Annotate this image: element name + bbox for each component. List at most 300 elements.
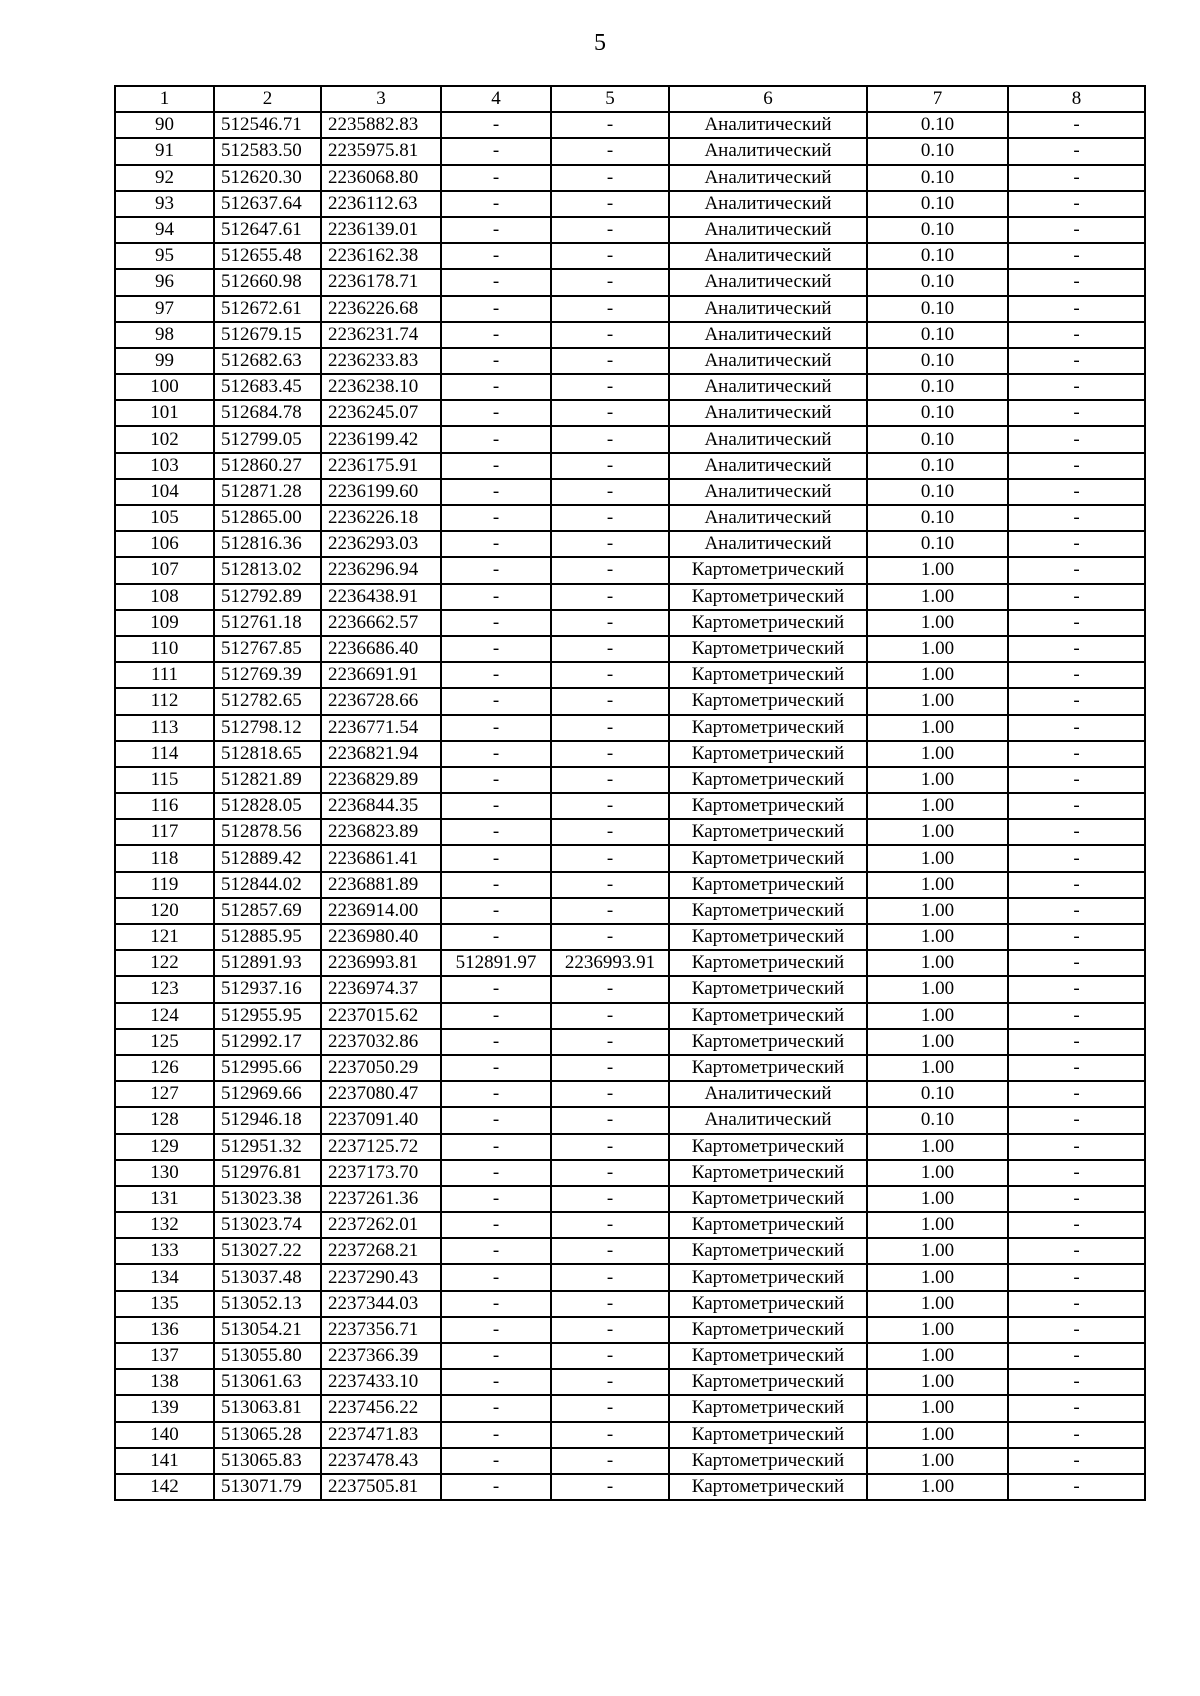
x-coordinate-cell: 513054.21	[214, 1317, 321, 1343]
description-cell: -	[1008, 1134, 1145, 1160]
x-coordinate-cell: 512937.16	[214, 976, 321, 1002]
column-header: 2	[214, 86, 321, 112]
point-number-cell: 97	[115, 296, 214, 322]
accuracy-cell: 0.10	[867, 374, 1008, 400]
method-cell: Картометрический	[669, 557, 867, 583]
y-coordinate-cell: 2237080.47	[321, 1081, 441, 1107]
table-row	[115, 453, 1145, 479]
point-number-cell: 107	[115, 557, 214, 583]
point-number-cell: 105	[115, 505, 214, 531]
accuracy-cell: 1.00	[867, 1160, 1008, 1186]
y-coordinate-alt-cell: -	[551, 610, 669, 636]
y-coordinate-alt-cell: -	[551, 1369, 669, 1395]
x-coordinate-alt-cell: -	[441, 584, 551, 610]
table-row	[115, 1343, 1145, 1369]
description-cell: -	[1008, 165, 1145, 191]
y-coordinate-alt-cell: -	[551, 138, 669, 164]
y-coordinate-cell: 2236861.41	[321, 845, 441, 871]
point-number-cell: 110	[115, 636, 214, 662]
x-coordinate-cell: 512951.32	[214, 1134, 321, 1160]
point-number-cell: 136	[115, 1317, 214, 1343]
point-number-cell: 119	[115, 872, 214, 898]
x-coordinate-cell: 512857.69	[214, 898, 321, 924]
x-coordinate-cell: 512679.15	[214, 322, 321, 348]
y-coordinate-cell: 2236233.83	[321, 348, 441, 374]
description-cell: -	[1008, 1238, 1145, 1264]
x-coordinate-cell: 512818.65	[214, 741, 321, 767]
method-cell: Картометрический	[669, 610, 867, 636]
table-row	[115, 217, 1145, 243]
accuracy-cell: 1.00	[867, 1317, 1008, 1343]
description-cell: -	[1008, 479, 1145, 505]
y-coordinate-cell: 2236293.03	[321, 531, 441, 557]
accuracy-cell: 0.10	[867, 191, 1008, 217]
y-coordinate-alt-cell: -	[551, 1055, 669, 1081]
description-cell: -	[1008, 610, 1145, 636]
point-number-cell: 138	[115, 1369, 214, 1395]
method-cell: Картометрический	[669, 715, 867, 741]
x-coordinate-cell: 512546.71	[214, 112, 321, 138]
description-cell: -	[1008, 662, 1145, 688]
method-cell: Аналитический	[669, 322, 867, 348]
point-number-cell: 111	[115, 662, 214, 688]
accuracy-cell: 0.10	[867, 138, 1008, 164]
y-coordinate-cell: 2237366.39	[321, 1343, 441, 1369]
accuracy-cell: 0.10	[867, 400, 1008, 426]
y-coordinate-cell: 2236771.54	[321, 715, 441, 741]
x-coordinate-alt-cell: -	[441, 1264, 551, 1290]
description-cell: -	[1008, 636, 1145, 662]
y-coordinate-cell: 2236974.37	[321, 976, 441, 1002]
accuracy-cell: 0.10	[867, 505, 1008, 531]
point-number-cell: 118	[115, 845, 214, 871]
description-cell: -	[1008, 1317, 1145, 1343]
y-coordinate-alt-cell: -	[551, 1317, 669, 1343]
method-cell: Аналитический	[669, 243, 867, 269]
point-number-cell: 108	[115, 584, 214, 610]
description-cell: -	[1008, 767, 1145, 793]
description-cell: -	[1008, 1212, 1145, 1238]
point-number-cell: 130	[115, 1160, 214, 1186]
accuracy-cell: 1.00	[867, 845, 1008, 871]
method-cell: Картометрический	[669, 1264, 867, 1290]
y-coordinate-alt-cell: -	[551, 898, 669, 924]
description-cell: -	[1008, 296, 1145, 322]
x-coordinate-cell: 512769.39	[214, 662, 321, 688]
x-coordinate-alt-cell: -	[441, 165, 551, 191]
point-number-cell: 134	[115, 1264, 214, 1290]
y-coordinate-alt-cell: -	[551, 557, 669, 583]
y-coordinate-cell: 2236231.74	[321, 322, 441, 348]
description-cell: -	[1008, 1369, 1145, 1395]
y-coordinate-alt-cell: -	[551, 1081, 669, 1107]
accuracy-cell: 0.10	[867, 112, 1008, 138]
point-number-cell: 101	[115, 400, 214, 426]
x-coordinate-cell: 512761.18	[214, 610, 321, 636]
point-number-cell: 129	[115, 1134, 214, 1160]
accuracy-cell: 1.00	[867, 1238, 1008, 1264]
y-coordinate-cell: 2237478.43	[321, 1448, 441, 1474]
point-number-cell: 90	[115, 112, 214, 138]
point-number-cell: 103	[115, 453, 214, 479]
point-number-cell: 131	[115, 1186, 214, 1212]
y-coordinate-cell: 2236175.91	[321, 453, 441, 479]
y-coordinate-alt-cell: -	[551, 453, 669, 479]
method-cell: Картометрический	[669, 1003, 867, 1029]
x-coordinate-alt-cell: -	[441, 453, 551, 479]
y-coordinate-alt-cell: -	[551, 1029, 669, 1055]
y-coordinate-alt-cell: -	[551, 819, 669, 845]
y-coordinate-alt-cell: -	[551, 1003, 669, 1029]
y-coordinate-cell: 2236914.00	[321, 898, 441, 924]
x-coordinate-cell: 513071.79	[214, 1474, 321, 1500]
method-cell: Картометрический	[669, 1029, 867, 1055]
table-row	[115, 1369, 1145, 1395]
y-coordinate-alt-cell: -	[551, 872, 669, 898]
description-cell: -	[1008, 924, 1145, 950]
y-coordinate-alt-cell: -	[551, 191, 669, 217]
point-number-cell: 128	[115, 1107, 214, 1133]
point-number-cell: 91	[115, 138, 214, 164]
y-coordinate-alt-cell: -	[551, 112, 669, 138]
accuracy-cell: 1.00	[867, 819, 1008, 845]
method-cell: Аналитический	[669, 191, 867, 217]
point-number-cell: 132	[115, 1212, 214, 1238]
point-number-cell: 126	[115, 1055, 214, 1081]
y-coordinate-alt-cell: -	[551, 1395, 669, 1421]
x-coordinate-alt-cell: -	[441, 557, 551, 583]
y-coordinate-alt-cell: -	[551, 296, 669, 322]
x-coordinate-alt-cell: -	[441, 845, 551, 871]
method-cell: Аналитический	[669, 165, 867, 191]
description-cell: -	[1008, 741, 1145, 767]
x-coordinate-cell: 512969.66	[214, 1081, 321, 1107]
accuracy-cell: 1.00	[867, 557, 1008, 583]
method-cell: Картометрический	[669, 1134, 867, 1160]
point-number-cell: 137	[115, 1343, 214, 1369]
table-row	[115, 1448, 1145, 1474]
accuracy-cell: 1.00	[867, 898, 1008, 924]
y-coordinate-alt-cell: -	[551, 217, 669, 243]
y-coordinate-cell: 2236728.66	[321, 688, 441, 714]
method-cell: Картометрический	[669, 688, 867, 714]
x-coordinate-cell: 513065.83	[214, 1448, 321, 1474]
y-coordinate-alt-cell: -	[551, 1474, 669, 1500]
description-cell: -	[1008, 1186, 1145, 1212]
table-row	[115, 1474, 1145, 1500]
accuracy-cell: 1.00	[867, 1029, 1008, 1055]
column-header: 6	[669, 86, 867, 112]
accuracy-cell: 1.00	[867, 793, 1008, 819]
x-coordinate-alt-cell: -	[441, 1369, 551, 1395]
description-cell: -	[1008, 1422, 1145, 1448]
x-coordinate-cell: 513063.81	[214, 1395, 321, 1421]
accuracy-cell: 1.00	[867, 1186, 1008, 1212]
method-cell: Аналитический	[669, 138, 867, 164]
x-coordinate-alt-cell: 512891.97	[441, 950, 551, 976]
table-row	[115, 374, 1145, 400]
accuracy-cell: 1.00	[867, 1291, 1008, 1317]
x-coordinate-alt-cell: -	[441, 426, 551, 452]
accuracy-cell: 1.00	[867, 1264, 1008, 1290]
table-row	[115, 1055, 1145, 1081]
x-coordinate-alt-cell: -	[441, 1448, 551, 1474]
y-coordinate-cell: 2236162.38	[321, 243, 441, 269]
y-coordinate-alt-cell: -	[551, 741, 669, 767]
accuracy-cell: 0.10	[867, 269, 1008, 295]
x-coordinate-cell: 513027.22	[214, 1238, 321, 1264]
point-number-cell: 104	[115, 479, 214, 505]
y-coordinate-alt-cell: -	[551, 243, 669, 269]
point-number-cell: 98	[115, 322, 214, 348]
y-coordinate-alt-cell: -	[551, 1448, 669, 1474]
x-coordinate-cell: 512682.63	[214, 348, 321, 374]
x-coordinate-cell: 512813.02	[214, 557, 321, 583]
x-coordinate-cell: 512828.05	[214, 793, 321, 819]
x-coordinate-cell: 512655.48	[214, 243, 321, 269]
x-coordinate-alt-cell: -	[441, 505, 551, 531]
column-header: 7	[867, 86, 1008, 112]
point-number-cell: 106	[115, 531, 214, 557]
accuracy-cell: 0.10	[867, 296, 1008, 322]
table-row	[115, 165, 1145, 191]
x-coordinate-alt-cell: -	[441, 1212, 551, 1238]
y-coordinate-alt-cell: -	[551, 662, 669, 688]
x-coordinate-alt-cell: -	[441, 217, 551, 243]
description-cell: -	[1008, 400, 1145, 426]
description-cell: -	[1008, 1003, 1145, 1029]
point-number-cell: 127	[115, 1081, 214, 1107]
y-coordinate-cell: 2236844.35	[321, 793, 441, 819]
accuracy-cell: 0.10	[867, 322, 1008, 348]
method-cell: Аналитический	[669, 112, 867, 138]
accuracy-cell: 1.00	[867, 950, 1008, 976]
table-row	[115, 269, 1145, 295]
y-coordinate-alt-cell: -	[551, 767, 669, 793]
point-number-cell: 100	[115, 374, 214, 400]
method-cell: Картометрический	[669, 741, 867, 767]
x-coordinate-cell: 512878.56	[214, 819, 321, 845]
point-number-cell: 95	[115, 243, 214, 269]
x-coordinate-cell: 513061.63	[214, 1369, 321, 1395]
y-coordinate-alt-cell: -	[551, 1186, 669, 1212]
method-cell: Аналитический	[669, 479, 867, 505]
method-cell: Картометрический	[669, 1055, 867, 1081]
table-row	[115, 1317, 1145, 1343]
table-row	[115, 191, 1145, 217]
y-coordinate-cell: 2235882.83	[321, 112, 441, 138]
description-cell: -	[1008, 1160, 1145, 1186]
method-cell: Картометрический	[669, 1395, 867, 1421]
method-cell: Картометрический	[669, 1343, 867, 1369]
y-coordinate-cell: 2236686.40	[321, 636, 441, 662]
x-coordinate-alt-cell: -	[441, 1107, 551, 1133]
method-cell: Картометрический	[669, 872, 867, 898]
y-coordinate-alt-cell: -	[551, 1291, 669, 1317]
description-cell: -	[1008, 269, 1145, 295]
method-cell: Аналитический	[669, 400, 867, 426]
table-row	[115, 296, 1145, 322]
accuracy-cell: 1.00	[867, 715, 1008, 741]
y-coordinate-alt-cell: -	[551, 845, 669, 871]
column-header: 3	[321, 86, 441, 112]
x-coordinate-alt-cell: -	[441, 479, 551, 505]
y-coordinate-cell: 2236662.57	[321, 610, 441, 636]
table-row	[115, 584, 1145, 610]
table-row	[115, 1029, 1145, 1055]
accuracy-cell: 1.00	[867, 741, 1008, 767]
point-number-cell: 139	[115, 1395, 214, 1421]
x-coordinate-cell: 512821.89	[214, 767, 321, 793]
y-coordinate-cell: 2236993.81	[321, 950, 441, 976]
table-row	[115, 1264, 1145, 1290]
y-coordinate-cell: 2236296.94	[321, 557, 441, 583]
x-coordinate-alt-cell: -	[441, 636, 551, 662]
x-coordinate-alt-cell: -	[441, 348, 551, 374]
y-coordinate-cell: 2236112.63	[321, 191, 441, 217]
point-number-cell: 135	[115, 1291, 214, 1317]
y-coordinate-cell: 2237032.86	[321, 1029, 441, 1055]
y-coordinate-cell: 2236821.94	[321, 741, 441, 767]
table-row	[115, 845, 1145, 871]
y-coordinate-cell: 2236823.89	[321, 819, 441, 845]
x-coordinate-cell: 512891.93	[214, 950, 321, 976]
y-coordinate-alt-cell: -	[551, 1134, 669, 1160]
x-coordinate-alt-cell: -	[441, 1238, 551, 1264]
accuracy-cell: 0.10	[867, 1107, 1008, 1133]
point-number-cell: 92	[115, 165, 214, 191]
accuracy-cell: 1.00	[867, 1003, 1008, 1029]
y-coordinate-alt-cell: -	[551, 322, 669, 348]
method-cell: Аналитический	[669, 348, 867, 374]
method-cell: Картометрический	[669, 1186, 867, 1212]
x-coordinate-alt-cell: -	[441, 400, 551, 426]
description-cell: -	[1008, 557, 1145, 583]
table-row	[115, 479, 1145, 505]
y-coordinate-cell: 2237290.43	[321, 1264, 441, 1290]
x-coordinate-cell: 512889.42	[214, 845, 321, 871]
table-row	[115, 1395, 1145, 1421]
description-cell: -	[1008, 898, 1145, 924]
table-row	[115, 950, 1145, 976]
x-coordinate-alt-cell: -	[441, 741, 551, 767]
point-number-cell: 124	[115, 1003, 214, 1029]
accuracy-cell: 1.00	[867, 1343, 1008, 1369]
description-cell: -	[1008, 715, 1145, 741]
x-coordinate-alt-cell: -	[441, 1474, 551, 1500]
x-coordinate-cell: 512992.17	[214, 1029, 321, 1055]
x-coordinate-cell: 513065.28	[214, 1422, 321, 1448]
y-coordinate-cell: 2236178.71	[321, 269, 441, 295]
method-cell: Картометрический	[669, 767, 867, 793]
table-row	[115, 400, 1145, 426]
table-row	[115, 1212, 1145, 1238]
description-cell: -	[1008, 531, 1145, 557]
accuracy-cell: 1.00	[867, 636, 1008, 662]
accuracy-cell: 1.00	[867, 767, 1008, 793]
accuracy-cell: 0.10	[867, 531, 1008, 557]
table-row	[115, 1291, 1145, 1317]
method-cell: Аналитический	[669, 1107, 867, 1133]
x-coordinate-alt-cell: -	[441, 112, 551, 138]
y-coordinate-cell: 2236980.40	[321, 924, 441, 950]
x-coordinate-alt-cell: -	[441, 1422, 551, 1448]
y-coordinate-alt-cell: -	[551, 426, 669, 452]
x-coordinate-cell: 512660.98	[214, 269, 321, 295]
description-cell: -	[1008, 845, 1145, 871]
description-cell: -	[1008, 1343, 1145, 1369]
x-coordinate-cell: 513055.80	[214, 1343, 321, 1369]
y-coordinate-alt-cell: -	[551, 1160, 669, 1186]
accuracy-cell: 0.10	[867, 165, 1008, 191]
x-coordinate-cell: 512684.78	[214, 400, 321, 426]
method-cell: Аналитический	[669, 374, 867, 400]
method-cell: Картометрический	[669, 1317, 867, 1343]
point-number-cell: 96	[115, 269, 214, 295]
column-header: 4	[441, 86, 551, 112]
x-coordinate-alt-cell: -	[441, 191, 551, 217]
y-coordinate-cell: 2237091.40	[321, 1107, 441, 1133]
table-row	[115, 1422, 1145, 1448]
description-cell: -	[1008, 1055, 1145, 1081]
accuracy-cell: 1.00	[867, 584, 1008, 610]
x-coordinate-cell: 512799.05	[214, 426, 321, 452]
y-coordinate-alt-cell: 2236993.91	[551, 950, 669, 976]
table-row	[115, 767, 1145, 793]
y-coordinate-alt-cell: -	[551, 400, 669, 426]
point-number-cell: 93	[115, 191, 214, 217]
table-row	[115, 112, 1145, 138]
table-row	[115, 898, 1145, 924]
x-coordinate-alt-cell: -	[441, 976, 551, 1002]
x-coordinate-alt-cell: -	[441, 662, 551, 688]
x-coordinate-cell: 512885.95	[214, 924, 321, 950]
method-cell: Картометрический	[669, 1369, 867, 1395]
accuracy-cell: 0.10	[867, 217, 1008, 243]
point-number-cell: 115	[115, 767, 214, 793]
method-cell: Аналитический	[669, 531, 867, 557]
x-coordinate-alt-cell: -	[441, 610, 551, 636]
y-coordinate-cell: 2237456.22	[321, 1395, 441, 1421]
column-header: 8	[1008, 86, 1145, 112]
accuracy-cell: 1.00	[867, 1474, 1008, 1500]
table-row	[115, 138, 1145, 164]
table-row	[115, 872, 1145, 898]
description-cell: -	[1008, 950, 1145, 976]
y-coordinate-cell: 2236238.10	[321, 374, 441, 400]
method-cell: Аналитический	[669, 296, 867, 322]
y-coordinate-alt-cell: -	[551, 688, 669, 714]
y-coordinate-alt-cell: -	[551, 1264, 669, 1290]
table-row	[115, 1107, 1145, 1133]
table-row	[115, 557, 1145, 583]
table-row	[115, 348, 1145, 374]
y-coordinate-alt-cell: -	[551, 374, 669, 400]
x-coordinate-alt-cell: -	[441, 1343, 551, 1369]
method-cell: Картометрический	[669, 1238, 867, 1264]
x-coordinate-alt-cell: -	[441, 138, 551, 164]
x-coordinate-alt-cell: -	[441, 1081, 551, 1107]
x-coordinate-cell: 512620.30	[214, 165, 321, 191]
y-coordinate-cell: 2237173.70	[321, 1160, 441, 1186]
point-number-cell: 99	[115, 348, 214, 374]
accuracy-cell: 0.10	[867, 479, 1008, 505]
x-coordinate-cell: 512637.64	[214, 191, 321, 217]
x-coordinate-alt-cell: -	[441, 924, 551, 950]
table-row	[115, 243, 1145, 269]
description-cell: -	[1008, 505, 1145, 531]
method-cell: Аналитический	[669, 269, 867, 295]
